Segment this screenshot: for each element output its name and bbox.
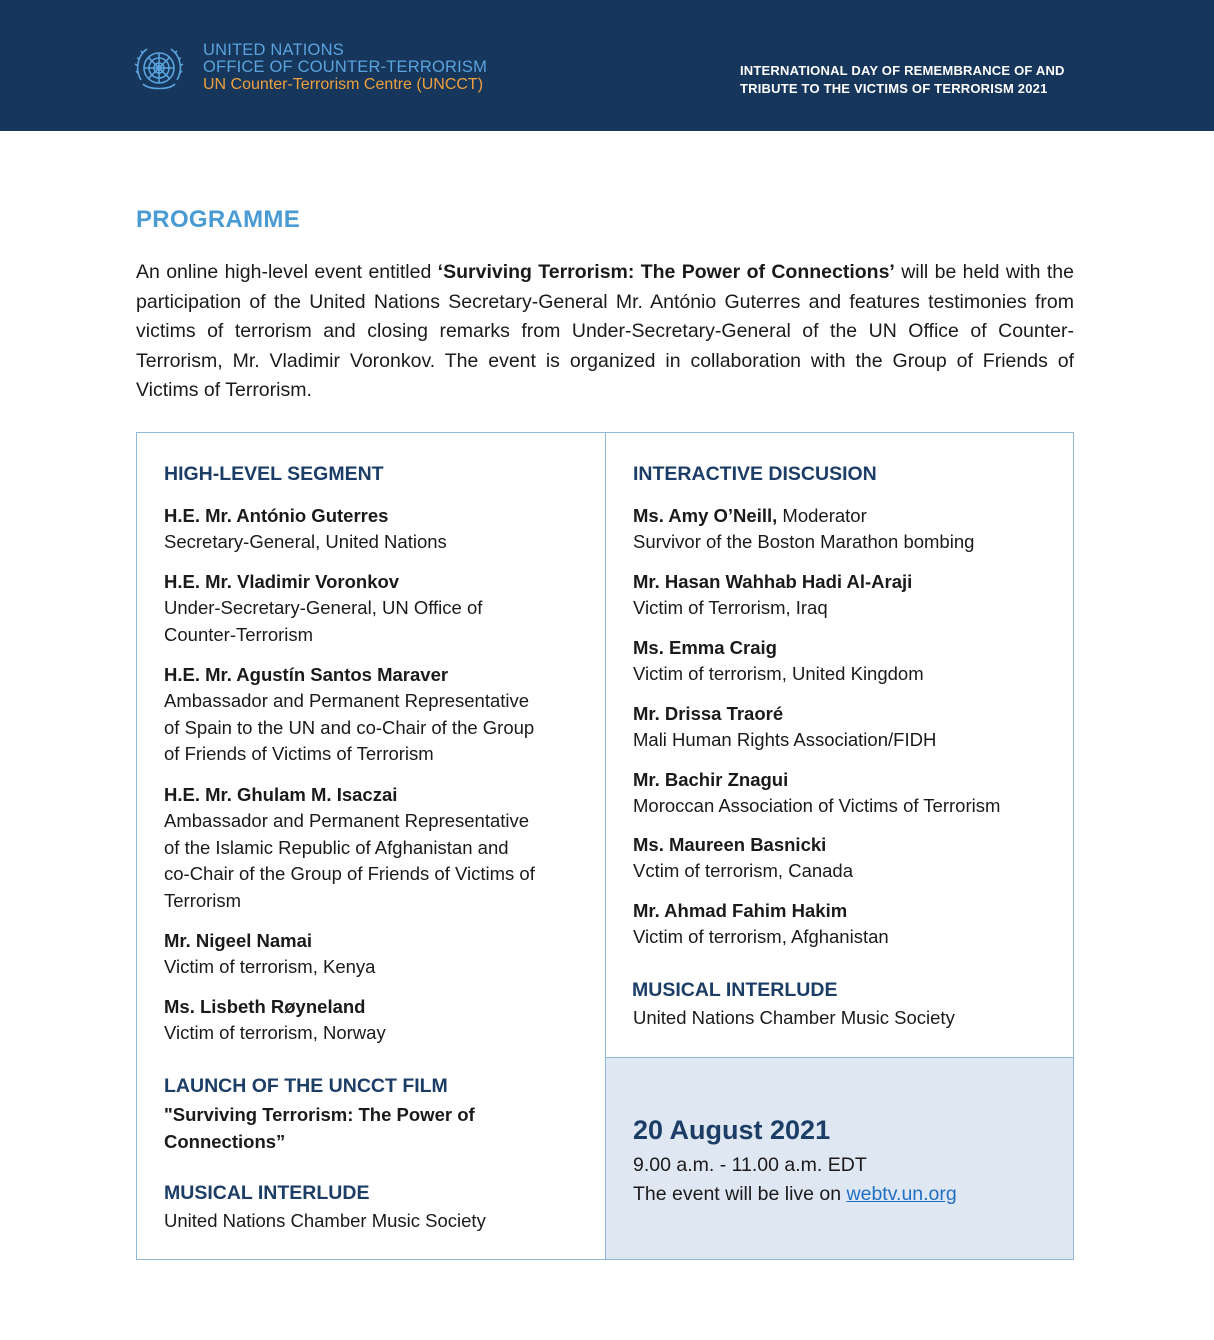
speaker-name: Mr. Bachir Znagui [633, 769, 789, 790]
musical-interlude-text: United Nations Chamber Music Society [164, 1210, 486, 1231]
speaker-role: Under-Secretary-General, UN Office of Counter-Terrorism [164, 597, 483, 645]
event-title-line-1: INTERNATIONAL DAY OF REMEMBRANCE OF AND [740, 63, 1065, 78]
un-emblem-icon [131, 40, 187, 96]
film-title-line-2: Connections” [164, 1131, 286, 1152]
speaker-name: Mr. Drissa Traoré [633, 703, 784, 724]
speaker-name: H.E. Mr. António Guterres [164, 505, 389, 526]
musical-interlude-heading: MUSICAL INTERLUDE [164, 1182, 370, 1204]
right-column [606, 433, 1073, 1259]
event-time: 9.00 a.m. - 11.00 a.m. EDT [633, 1154, 867, 1176]
film-launch-heading: LAUNCH OF THE UNCCT FILM [164, 1075, 448, 1097]
speaker-role: Secretary-General, United Nations [164, 531, 447, 552]
speaker-role: Victim of Terrorism, Iraq [633, 597, 828, 618]
event-live-info: The event will be live on webtv.un.org [633, 1183, 957, 1205]
high-level-segment-heading: HIGH-LEVEL SEGMENT [164, 463, 384, 485]
speaker-role: Mali Human Rights Association/FIDH [633, 729, 937, 750]
speaker-name: H.E. Mr. Vladimir Voronkov [164, 571, 400, 592]
speaker-role: Victim of terrorism, Kenya [164, 956, 376, 977]
speaker-role: Ambassador and Permanent Representative of Spain to the UN and co-Chair of the Group of Friends of Victims of Terrorism [164, 690, 535, 765]
speaker-role: Victim of terrorism, Afghanistan [633, 926, 889, 947]
speaker-role: Survivor of the Boston Marathon bombing [633, 531, 975, 552]
speaker-role: Moroccan Association of Victims of Terrorism [633, 795, 1001, 816]
musical-interlude-heading: MUSICAL INTERLUDE [632, 979, 838, 1001]
left-column [137, 433, 606, 1259]
speaker-name: Ms. Amy O’Neill, Moderator [633, 505, 867, 526]
speaker-role: Victim of terrorism, Norway [164, 1022, 386, 1043]
programme-heading: PROGRAMME [136, 206, 301, 233]
org-line-3: UN Counter-Terrorism Centre (UNCCT) [203, 76, 484, 93]
speaker-name: Ms. Lisbeth Røyneland [164, 996, 366, 1017]
programme-table [136, 432, 1074, 1260]
intro-text-end: will be held with the participation of the United Nations Secretary-General Mr. António Guterres and features testimonies from victims of terrorism and closing remarks from Under-Secretary-General of the UN Office of Counter-Terrorism, Mr. Vladimir Voronkov. The event is organized in collaboration with the Group of Friends of Victims of Terrorism. [136, 261, 1074, 401]
speaker-name: Mr. Ahmad Fahim Hakim [633, 900, 848, 921]
speaker-name: Ms. Emma Craig [633, 637, 777, 658]
speaker-name: Ms. Maureen Basnicki [633, 834, 827, 855]
film-title-line-1: "Surviving Terrorism: The Power of [164, 1104, 475, 1125]
event-date: 20 August 2021 [633, 1115, 831, 1145]
header-banner [0, 0, 1214, 131]
event-title [740, 62, 1065, 98]
programme-intro [136, 258, 1074, 406]
intro-event-title: ‘Surviving Terrorism: The Power of Connections’ [437, 261, 895, 283]
speaker-role: Victim of terrorism, United Kingdom [633, 663, 924, 684]
intro-text-start: An online high-level event entitled [136, 261, 438, 283]
speaker-role: Ambassador and Permanent Representative of the Islamic Republic of Afghanistan and co-Chair of the Group of Friends of Victims of Terrorism [164, 810, 535, 912]
event-title-line-2: TRIBUTE TO THE VICTIMS OF TERRORISM 2021 [740, 81, 1048, 96]
speaker-name: H.E. Mr. Ghulam M. Isaczai [164, 784, 398, 805]
organization-name [203, 42, 487, 93]
interactive-discussion-heading: INTERACTIVE DISCUSION [633, 463, 877, 485]
org-line-1: UNITED NATIONS [203, 41, 344, 59]
org-line-2: OFFICE OF COUNTER-TERRORISM [203, 58, 488, 76]
musical-interlude-text: United Nations Chamber Music Society [633, 1007, 955, 1028]
speaker-name: Mr. Hasan Wahhab Hadi Al-Araji [633, 571, 913, 592]
speaker-role: Vctim of terrorism, Canada [633, 860, 854, 881]
webtv-link[interactable]: webtv.un.org [846, 1183, 957, 1205]
speaker-name: Mr. Nigeel Namai [164, 930, 313, 951]
speaker-name: H.E. Mr. Agustín Santos Maraver [164, 664, 449, 685]
